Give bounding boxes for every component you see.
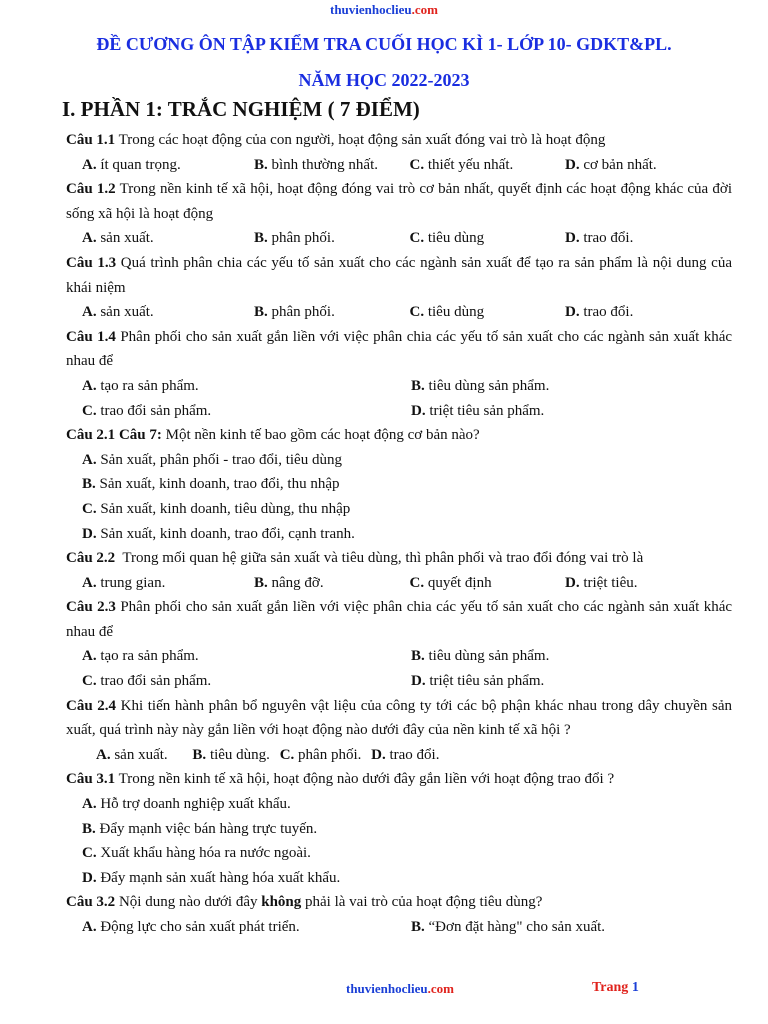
option-b: B. tiêu dùng sản phẩm.	[411, 648, 550, 665]
option-list	[66, 448, 732, 546]
option-d: D. trao đổi.	[371, 746, 440, 763]
option-row	[66, 743, 732, 768]
question-2-1	[66, 423, 732, 448]
question-label-alt: Câu 7:	[118, 427, 162, 444]
option-a: A. sản xuất.	[82, 230, 154, 247]
option-a: A. sản xuất.	[96, 746, 168, 763]
question-text: Trong mối quan hệ giữa sản xuất và tiêu dùng, thì phân phối và trao đổi đóng vai trò là	[122, 550, 644, 567]
question-1-1	[66, 128, 732, 153]
question-label: Câu 2.1	[66, 427, 116, 444]
question-text: Quá trình phân chia các yếu tố sản xuất cho các ngành sản xuất để tạo ra sản phẩm là nội dung của khái niệm	[66, 254, 732, 296]
site-watermark-top	[0, 2, 768, 18]
question-label: Câu 1.4	[66, 328, 116, 345]
section-title: I. PHẦN 1: TRẮC NGHIỆM ( 7 ĐIỂM)	[62, 97, 420, 121]
site-watermark-bottom	[0, 981, 768, 997]
site-name: thuvienhoclieu	[346, 981, 428, 996]
option-a: A. Động lực cho sản xuất phát triển.	[82, 919, 300, 935]
option-c: C. tiêu dùng	[409, 304, 485, 321]
option-a: A. Hỗ trợ doanh nghiệp xuất khẩu.	[82, 796, 291, 813]
option-row	[66, 153, 732, 178]
question-text: Trong các hoạt động của con người, hoạt động sản xuất đóng vai trò là hoạt động	[118, 132, 606, 148]
option-row	[66, 399, 732, 424]
option-c: C. trao đổi sản phẩm.	[82, 673, 212, 690]
question-text: Trong nền kinh tế xã hội, hoạt động nào dưới đây gắn liền với hoạt động trao đổi ?	[118, 771, 615, 788]
page-number	[592, 980, 639, 996]
site-name: thuvienhoclieu	[330, 2, 412, 17]
option-a: A. trung gian.	[82, 574, 166, 591]
question-label: Câu 2.4	[66, 697, 117, 714]
question-label: Câu 1.1	[66, 132, 116, 148]
question-text: Trong nền kinh tế xã hội, hoạt động đóng vai trò cơ bản nhất, quyết định các hoạt động khác của đời sống xã hội là hoạt động	[66, 181, 732, 222]
question-3-2	[66, 890, 732, 915]
option-a: A. tạo ra sản phẩm.	[82, 648, 199, 665]
option-c: C. thiết yếu nhất.	[409, 156, 514, 173]
option-b: B. phân phối.	[254, 304, 335, 321]
option-a: A. ít quan trọng.	[82, 156, 181, 173]
option-c: C. tiêu dùng	[409, 230, 485, 247]
document-title: ĐỀ CƯƠNG ÔN TẬP KIỂM TRA CUỐI HỌC KÌ 1- LỚP 10- GDKT&PL.	[96, 34, 672, 54]
question-label: Câu 3.2	[66, 894, 116, 911]
site-domain: .com	[411, 2, 438, 17]
question-label: Câu 2.3	[66, 599, 116, 616]
question-label: Câu 1.3	[66, 254, 117, 271]
option-d: D. Đẩy mạnh sản xuất hàng hóa xuất khẩu.	[82, 869, 341, 886]
option-c: C. Xuất khẩu hàng hóa ra nước ngoài.	[82, 845, 311, 862]
question-2-4	[66, 694, 732, 743]
option-d: D. triệt tiêu sản phẩm.	[411, 402, 545, 419]
option-b: B. nâng đỡ.	[254, 574, 324, 591]
option-row	[66, 226, 732, 251]
option-row	[66, 669, 732, 694]
question-text: Phân phối cho sản xuất gắn liền với việc phân chia các yếu tố sản xuất cho các ngành sản xuất khác nhau để	[66, 328, 733, 370]
option-b: B. phân phối.	[254, 230, 335, 247]
option-b: B. “Đơn đặt hàng" cho sản xuất.	[411, 919, 606, 935]
page-label: Trang	[592, 980, 629, 995]
option-b: B. tiêu dùng.	[192, 746, 270, 763]
question-3-1	[66, 767, 732, 792]
option-a: A. Sản xuất, phân phối - trao đổi, tiêu dùng	[82, 451, 342, 468]
question-label: Câu 1.2	[66, 181, 116, 198]
option-d: D. Sản xuất, kinh doanh, trao đổi, cạnh tranh.	[82, 525, 355, 542]
option-list	[66, 792, 732, 890]
option-row	[66, 915, 732, 940]
question-text: Phân phối cho sản xuất gắn liền với việc phân chia các yếu tố sản xuất cho các ngành sản xuất khác nhau để	[66, 599, 733, 640]
option-row	[66, 571, 732, 596]
option-b: B. Sản xuất, kinh doanh, trao đổi, thu nhập	[82, 476, 340, 493]
option-c: C. Sản xuất, kinh doanh, tiêu dùng, thu nhập	[82, 500, 351, 517]
question-text: Khi tiến hành phân bổ nguyên vật liệu của công ty tới các bộ phận khác nhau trong dây chuyền sản xuất, quá trình này này gắn liền với hoạt động nào dưới đây của nền kinh tế xã hội ?	[66, 697, 732, 739]
option-d: D. triệt tiêu sản phẩm.	[411, 673, 545, 690]
option-a: A. tạo ra sản phẩm.	[82, 377, 199, 394]
option-d: D. trao đổi.	[565, 230, 634, 247]
question-label: Câu 2.2	[66, 550, 116, 567]
school-year: NĂM HỌC 2022-2023	[298, 70, 470, 90]
page-number-value: 1	[631, 980, 639, 995]
option-c: C. quyết định	[409, 574, 492, 591]
question-label: Câu 3.1	[66, 771, 116, 788]
option-b: B. bình thường nhất.	[254, 156, 378, 173]
question-text-end: phải là vai trò của hoạt động tiêu dùng?	[305, 894, 543, 911]
question-2-2	[66, 546, 732, 571]
question-emphasis: không	[261, 894, 302, 911]
question-1-3	[66, 251, 732, 300]
option-c: C. trao đổi sản phẩm.	[82, 402, 212, 419]
option-d: D. trao đổi.	[565, 304, 634, 321]
question-2-3	[66, 595, 732, 644]
option-b: B. tiêu dùng sản phẩm.	[411, 377, 550, 394]
question-text: Một nền kinh tế bao gồm các hoạt động cơ bản nào?	[165, 427, 480, 444]
option-c: C. phân phối.	[279, 746, 362, 763]
option-d: D. triệt tiêu.	[565, 574, 638, 591]
option-b: B. Đẩy mạnh việc bán hàng trực tuyến.	[82, 820, 318, 837]
question-1-4	[66, 325, 732, 374]
option-a: A. sản xuất.	[82, 304, 154, 321]
site-domain: .com	[427, 981, 454, 996]
option-d: D. cơ bản nhất.	[565, 156, 657, 173]
option-row	[66, 300, 732, 325]
question-list	[66, 128, 732, 940]
option-row	[66, 644, 732, 669]
question-1-2	[66, 177, 732, 226]
option-row	[66, 374, 732, 399]
question-text: Nội dung nào dưới đây	[118, 894, 258, 911]
